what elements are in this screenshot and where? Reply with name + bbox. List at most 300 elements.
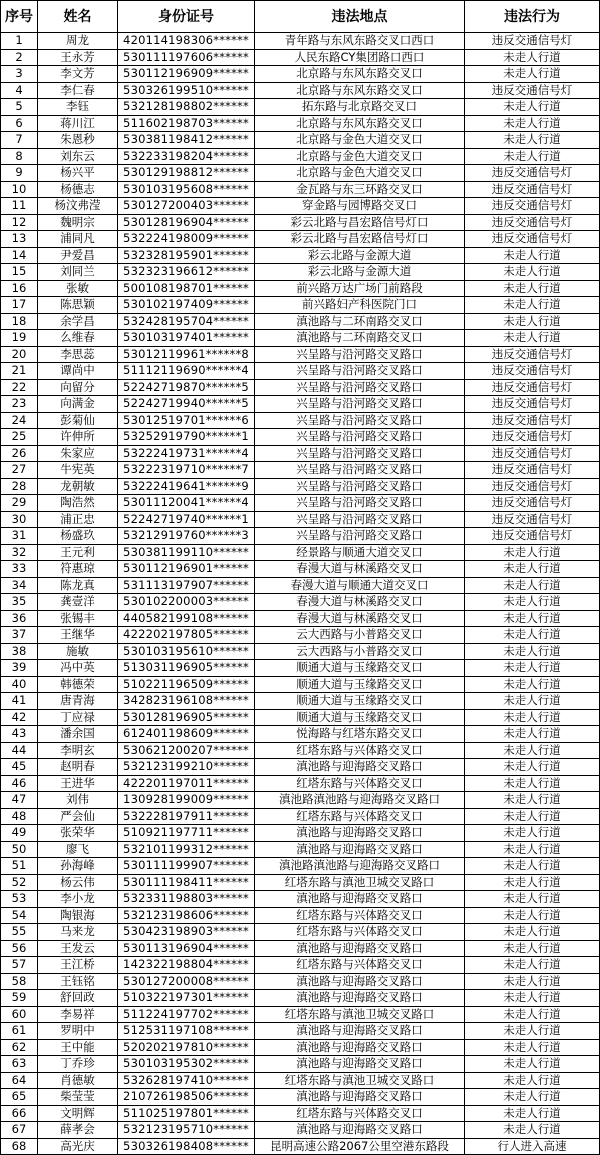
- cell-violation: 违反交通信号灯: [465, 198, 600, 215]
- table-row: [1, 1106, 600, 1123]
- cell-location: 顺通大道与玉缘路交叉口: [255, 710, 465, 727]
- header-no: 序号: [1, 1, 38, 33]
- cell-location: 红塔东路与滇池卫城交叉路口: [255, 1007, 465, 1024]
- cell-no: 1: [1, 33, 38, 50]
- cell-id: 530326199510******: [118, 83, 255, 100]
- cell-no: 63: [1, 1056, 38, 1073]
- cell-location: 北京路与金色大道交叉口: [255, 149, 465, 166]
- table-row: [1, 297, 600, 314]
- table-row: [1, 1139, 600, 1155]
- cell-id: 532233198204******: [118, 149, 255, 166]
- cell-name: 张锡丰: [38, 611, 118, 628]
- cell-name: 王元利: [38, 545, 118, 562]
- table-row: [1, 165, 600, 182]
- cell-id: 53222419641******9: [118, 479, 255, 496]
- cell-name: 李仁春: [38, 83, 118, 100]
- cell-no: 18: [1, 314, 38, 331]
- cell-location: 滇池路与迎海路交叉路口: [255, 891, 465, 908]
- cell-name: 李小龙: [38, 891, 118, 908]
- cell-name: 彭菊仙: [38, 413, 118, 430]
- cell-id: 532323196612******: [118, 264, 255, 281]
- cell-name: 许伸所: [38, 429, 118, 446]
- cell-no: 49: [1, 825, 38, 842]
- cell-location: 兴呈路与沿河路交叉路口: [255, 429, 465, 446]
- cell-violation: 未走人行道: [465, 693, 600, 710]
- cell-name: 么维春: [38, 330, 118, 347]
- cell-name: 潘余国: [38, 726, 118, 743]
- cell-name: 张敏: [38, 281, 118, 298]
- cell-violation: 未走人行道: [465, 858, 600, 875]
- cell-location: 滇池路与迎海路交叉路口: [255, 1122, 465, 1139]
- cell-no: 9: [1, 165, 38, 182]
- cell-violation: 未走人行道: [465, 908, 600, 925]
- cell-location: 金瓦路与东三环路交叉口: [255, 182, 465, 199]
- cell-violation: 未走人行道: [465, 50, 600, 67]
- cell-id: 530381199110******: [118, 545, 255, 562]
- cell-no: 64: [1, 1073, 38, 1090]
- cell-name: 尹爱昌: [38, 248, 118, 265]
- cell-id: 530112196901******: [118, 561, 255, 578]
- cell-name: 张荣华: [38, 825, 118, 842]
- cell-location: 红塔东路与兴体路交叉口: [255, 924, 465, 941]
- table-row: [1, 215, 600, 232]
- cell-no: 44: [1, 743, 38, 760]
- table-row: [1, 495, 600, 512]
- cell-violation: 未走人行道: [465, 644, 600, 661]
- cell-no: 2: [1, 50, 38, 67]
- cell-location: 兴呈路与沿河路交叉路口: [255, 528, 465, 545]
- table-row: [1, 231, 600, 248]
- table-row: [1, 330, 600, 347]
- cell-name: 施敏: [38, 644, 118, 661]
- cell-violation: 违反交通信号灯: [465, 495, 600, 512]
- cell-location: 滇池路与二环南路交叉口: [255, 330, 465, 347]
- cell-id: 530103195302******: [118, 1056, 255, 1073]
- cell-id: 210726198506******: [118, 1089, 255, 1106]
- cell-id: 53012519701******6: [118, 413, 255, 430]
- cell-name: 牛宪英: [38, 462, 118, 479]
- cell-no: 7: [1, 132, 38, 149]
- cell-no: 62: [1, 1040, 38, 1057]
- cell-name: 唐青海: [38, 693, 118, 710]
- cell-location: 顺通大道与玉缘路交叉口: [255, 693, 465, 710]
- cell-name: 魏明宗: [38, 215, 118, 232]
- cell-name: 陶银海: [38, 908, 118, 925]
- cell-violation: 未走人行道: [465, 825, 600, 842]
- cell-no: 37: [1, 627, 38, 644]
- cell-violation: 违反交通信号灯: [465, 512, 600, 529]
- cell-location: 滇池路与迎海路交叉路口: [255, 1089, 465, 1106]
- cell-no: 65: [1, 1089, 38, 1106]
- table-row: [1, 281, 600, 298]
- cell-id: 530423198903******: [118, 924, 255, 941]
- cell-name: 王继华: [38, 627, 118, 644]
- table-row: [1, 693, 600, 710]
- cell-no: 40: [1, 677, 38, 694]
- cell-location: 滇池路与迎海路交叉路口: [255, 842, 465, 859]
- cell-location: 前兴路妇产科医院门口: [255, 297, 465, 314]
- cell-name: 丁乔珍: [38, 1056, 118, 1073]
- cell-violation: 未走人行道: [465, 710, 600, 727]
- cell-name: 高光庆: [38, 1139, 118, 1155]
- cell-violation: 未走人行道: [465, 297, 600, 314]
- cell-violation: 未走人行道: [465, 776, 600, 793]
- cell-location: 彩云北路与金源大道: [255, 264, 465, 281]
- cell-id: 530111199907******: [118, 858, 255, 875]
- cell-name: 龚壹洋: [38, 594, 118, 611]
- cell-id: 530112196909******: [118, 66, 255, 83]
- cell-location: 红塔东路与兴体路交叉口: [255, 776, 465, 793]
- table-row: [1, 528, 600, 545]
- table-row: [1, 66, 600, 83]
- cell-name: 陈龙真: [38, 578, 118, 595]
- cell-location: 兴呈路与沿河路交叉路口: [255, 413, 465, 430]
- table-row: [1, 33, 600, 50]
- cell-name: 杨汶弗滢: [38, 198, 118, 215]
- cell-name: 李钰: [38, 99, 118, 116]
- cell-location: 穿金路与园博路交叉口: [255, 198, 465, 215]
- cell-id: 530113196904******: [118, 941, 255, 958]
- cell-no: 26: [1, 446, 38, 463]
- cell-location: 经景路与顺通大道交叉口: [255, 545, 465, 562]
- table-row: [1, 594, 600, 611]
- cell-name: 王进华: [38, 776, 118, 793]
- cell-name: 廖飞: [38, 842, 118, 859]
- cell-id: 422201197011******: [118, 776, 255, 793]
- cell-violation: 未走人行道: [465, 545, 600, 562]
- cell-location: 北京路与东风东路交叉口: [255, 66, 465, 83]
- table-row: [1, 578, 600, 595]
- cell-no: 17: [1, 297, 38, 314]
- cell-violation: 违反交通信号灯: [465, 363, 600, 380]
- table-row: [1, 198, 600, 215]
- cell-violation: 未走人行道: [465, 1122, 600, 1139]
- cell-no: 16: [1, 281, 38, 298]
- cell-id: 531113197907******: [118, 578, 255, 595]
- cell-name: 杨德志: [38, 182, 118, 199]
- cell-id: 52242719740******1: [118, 512, 255, 529]
- cell-no: 68: [1, 1139, 38, 1155]
- cell-id: 53012119961******8: [118, 347, 255, 364]
- cell-location: 兴呈路与沿河路交叉路口: [255, 479, 465, 496]
- cell-violation: 未走人行道: [465, 891, 600, 908]
- cell-no: 55: [1, 924, 38, 941]
- cell-name: 李明玄: [38, 743, 118, 760]
- cell-no: 24: [1, 413, 38, 430]
- cell-name: 龙朝敏: [38, 479, 118, 496]
- table-row: [1, 116, 600, 133]
- header-location: 违法地点: [255, 1, 465, 33]
- cell-id: 52242719870******5: [118, 380, 255, 397]
- cell-violation: 未走人行道: [465, 132, 600, 149]
- cell-location: 滇池路与迎海路交叉路口: [255, 1056, 465, 1073]
- cell-violation: 未走人行道: [465, 842, 600, 859]
- cell-id: 130928199009******: [118, 792, 255, 809]
- table-row: [1, 627, 600, 644]
- cell-location: 红塔东路与兴体路交叉口: [255, 957, 465, 974]
- cell-violation: 未走人行道: [465, 924, 600, 941]
- cell-id: 440582199108******: [118, 611, 255, 628]
- cell-violation: 未走人行道: [465, 314, 600, 331]
- cell-violation: 未走人行道: [465, 941, 600, 958]
- cell-id: 510221196509******: [118, 677, 255, 694]
- cell-violation: 未走人行道: [465, 726, 600, 743]
- cell-no: 30: [1, 512, 38, 529]
- table-row: [1, 924, 600, 941]
- cell-violation: 未走人行道: [465, 627, 600, 644]
- cell-violation: 违反交通信号灯: [465, 231, 600, 248]
- table-row: [1, 429, 600, 446]
- cell-violation: 未走人行道: [465, 1040, 600, 1057]
- cell-no: 51: [1, 858, 38, 875]
- table-row: [1, 660, 600, 677]
- table-row: [1, 710, 600, 727]
- table-row: [1, 396, 600, 413]
- table-row: [1, 83, 600, 100]
- cell-id: 511602198703******: [118, 116, 255, 133]
- cell-id: 53222319710******7: [118, 462, 255, 479]
- cell-name: 薛孝会: [38, 1122, 118, 1139]
- cell-location: 红塔东路与滇池卫城交叉路口: [255, 1073, 465, 1090]
- cell-no: 22: [1, 380, 38, 397]
- cell-location: 兴呈路与沿河路交叉路口: [255, 462, 465, 479]
- cell-violation: 未走人行道: [465, 248, 600, 265]
- cell-name: 文明辉: [38, 1106, 118, 1123]
- cell-location: 顺通大道与玉缘路交叉口: [255, 660, 465, 677]
- cell-location: 红塔东路与兴体路交叉口: [255, 1106, 465, 1123]
- cell-violation: 未走人行道: [465, 974, 600, 991]
- cell-violation: 未走人行道: [465, 957, 600, 974]
- table-row: [1, 891, 600, 908]
- cell-violation: 违反交通信号灯: [465, 215, 600, 232]
- cell-location: 红塔东路与滇池卫城交叉路口: [255, 875, 465, 892]
- cell-violation: 行人进入高速: [465, 1139, 600, 1155]
- cell-id: 530127200008******: [118, 974, 255, 991]
- cell-id: 142322198804******: [118, 957, 255, 974]
- table-row: [1, 1056, 600, 1073]
- cell-violation: 未走人行道: [465, 99, 600, 116]
- cell-violation: 未走人行道: [465, 1023, 600, 1040]
- cell-location: 彩云北路与昌宏路信号灯口: [255, 215, 465, 232]
- cell-name: 李思蕊: [38, 347, 118, 364]
- cell-location: 兴呈路与沿河路交叉路口: [255, 380, 465, 397]
- cell-id: 530103195610******: [118, 644, 255, 661]
- cell-violation: 未走人行道: [465, 561, 600, 578]
- cell-location: 红塔东路与兴体路交叉口: [255, 809, 465, 826]
- cell-id: 513031196905******: [118, 660, 255, 677]
- cell-violation: 未走人行道: [465, 578, 600, 595]
- cell-name: 刘同兰: [38, 264, 118, 281]
- cell-location: 滇池路滇池路与迎海路交叉路口: [255, 792, 465, 809]
- cell-violation: 未走人行道: [465, 611, 600, 628]
- cell-no: 42: [1, 710, 38, 727]
- table-row: [1, 825, 600, 842]
- table-row: [1, 1007, 600, 1024]
- cell-violation: 未走人行道: [465, 875, 600, 892]
- cell-location: 滇池路与迎海路交叉路口: [255, 974, 465, 991]
- cell-id: 500108198701******: [118, 281, 255, 298]
- cell-name: 孙海峰: [38, 858, 118, 875]
- cell-location: 春漫大道与林溪路交叉口: [255, 611, 465, 628]
- cell-violation: 违反交通信号灯: [465, 347, 600, 364]
- cell-id: 612401198609******: [118, 726, 255, 743]
- table-row: [1, 248, 600, 265]
- cell-name: 王发云: [38, 941, 118, 958]
- cell-location: 滇池路与迎海路交叉路口: [255, 1040, 465, 1057]
- cell-name: 周龙: [38, 33, 118, 50]
- table-row: [1, 561, 600, 578]
- cell-name: 刘伟: [38, 792, 118, 809]
- table-row: [1, 858, 600, 875]
- cell-location: 滇池路滇池路与迎海路交叉路口: [255, 858, 465, 875]
- cell-location: 兴呈路与沿河路交叉路口: [255, 495, 465, 512]
- cell-id: 530127200403******: [118, 198, 255, 215]
- table-row: [1, 1122, 600, 1139]
- cell-location: 拓东路与北京路交叉口: [255, 99, 465, 116]
- cell-location: 兴呈路与沿河路交叉路口: [255, 512, 465, 529]
- cell-id: 511025197801******: [118, 1106, 255, 1123]
- table-row: [1, 941, 600, 958]
- cell-no: 34: [1, 578, 38, 595]
- cell-name: 朱恩秒: [38, 132, 118, 149]
- cell-violation: 未走人行道: [465, 809, 600, 826]
- cell-id: 510921197711******: [118, 825, 255, 842]
- cell-id: 530102197409******: [118, 297, 255, 314]
- cell-id: 530103197401******: [118, 330, 255, 347]
- cell-no: 58: [1, 974, 38, 991]
- table-row: [1, 50, 600, 67]
- cell-location: 人民东路CY集团路口西口: [255, 50, 465, 67]
- cell-violation: 违反交通信号灯: [465, 446, 600, 463]
- cell-no: 29: [1, 495, 38, 512]
- table-row: [1, 990, 600, 1007]
- cell-location: 春漫大道与顺通大道交叉口: [255, 578, 465, 595]
- cell-no: 53: [1, 891, 38, 908]
- cell-no: 59: [1, 990, 38, 1007]
- table-row: [1, 314, 600, 331]
- cell-violation: 违反交通信号灯: [465, 33, 600, 50]
- cell-name: 向满金: [38, 396, 118, 413]
- cell-no: 35: [1, 594, 38, 611]
- cell-violation: 未走人行道: [465, 330, 600, 347]
- cell-name: 韩德荣: [38, 677, 118, 694]
- cell-no: 10: [1, 182, 38, 199]
- table-row: [1, 363, 600, 380]
- cell-id: 53222419731******4: [118, 446, 255, 463]
- cell-no: 50: [1, 842, 38, 859]
- cell-violation: 未走人行道: [465, 1007, 600, 1024]
- cell-no: 12: [1, 215, 38, 232]
- cell-no: 20: [1, 347, 38, 364]
- cell-name: 朱家应: [38, 446, 118, 463]
- cell-no: 60: [1, 1007, 38, 1024]
- cell-violation: 未走人行道: [465, 594, 600, 611]
- cell-no: 61: [1, 1023, 38, 1040]
- table-row: [1, 759, 600, 776]
- cell-name: 王永芳: [38, 50, 118, 67]
- cell-name: 浦同凡: [38, 231, 118, 248]
- table-row: [1, 726, 600, 743]
- cell-name: 柴莹莹: [38, 1089, 118, 1106]
- table-row: [1, 776, 600, 793]
- cell-id: 512531197108******: [118, 1023, 255, 1040]
- cell-name: 陈思颖: [38, 297, 118, 314]
- table-row: [1, 462, 600, 479]
- cell-location: 滇池路与迎海路交叉路口: [255, 1023, 465, 1040]
- cell-name: 李文芳: [38, 66, 118, 83]
- header-id: 身份证号: [118, 1, 255, 33]
- cell-violation: 未走人行道: [465, 149, 600, 166]
- table-row: [1, 264, 600, 281]
- cell-no: 48: [1, 809, 38, 826]
- cell-id: 530128196904******: [118, 215, 255, 232]
- cell-name: 李易祥: [38, 1007, 118, 1024]
- cell-violation: 违反交通信号灯: [465, 479, 600, 496]
- table-row: [1, 1089, 600, 1106]
- table-row: [1, 132, 600, 149]
- table-row: [1, 644, 600, 661]
- cell-location: 兴呈路与沿河路交叉路口: [255, 396, 465, 413]
- cell-location: 滇池路与迎海路交叉路口: [255, 825, 465, 842]
- cell-location: 青年路与东风东路交叉口西口: [255, 33, 465, 50]
- table-row: [1, 99, 600, 116]
- table-row: [1, 875, 600, 892]
- cell-no: 46: [1, 776, 38, 793]
- cell-violation: 未走人行道: [465, 990, 600, 1007]
- cell-no: 23: [1, 396, 38, 413]
- cell-name: 王江桥: [38, 957, 118, 974]
- cell-name: 蒋川江: [38, 116, 118, 133]
- cell-location: 云大西路与小普路交叉口: [255, 627, 465, 644]
- table-row: [1, 908, 600, 925]
- cell-name: 浦正忠: [38, 512, 118, 529]
- cell-violation: 未走人行道: [465, 1073, 600, 1090]
- cell-id: 532428195704******: [118, 314, 255, 331]
- cell-name: 丁应禄: [38, 710, 118, 727]
- cell-location: 悦海路与红塔东路交叉口: [255, 726, 465, 743]
- table-row: [1, 974, 600, 991]
- cell-no: 6: [1, 116, 38, 133]
- cell-id: 532328195901******: [118, 248, 255, 265]
- cell-name: 符惠琼: [38, 561, 118, 578]
- cell-violation: 未走人行道: [465, 660, 600, 677]
- cell-location: 春漫大道与林溪路交叉口: [255, 561, 465, 578]
- cell-id: 532128198802******: [118, 99, 255, 116]
- cell-violation: 未走人行道: [465, 792, 600, 809]
- cell-no: 38: [1, 644, 38, 661]
- cell-no: 52: [1, 875, 38, 892]
- cell-no: 32: [1, 545, 38, 562]
- table-row: [1, 380, 600, 397]
- cell-id: 530381198412******: [118, 132, 255, 149]
- cell-location: 兴呈路与沿河路交叉路口: [255, 347, 465, 364]
- table-row: [1, 512, 600, 529]
- cell-no: 4: [1, 83, 38, 100]
- table-row: [1, 677, 600, 694]
- cell-id: 532123198606******: [118, 908, 255, 925]
- cell-violation: 未走人行道: [465, 281, 600, 298]
- cell-name: 杨盛玖: [38, 528, 118, 545]
- cell-id: 420114198306******: [118, 33, 255, 50]
- cell-id: 53252919790******1: [118, 429, 255, 446]
- cell-location: 滇池路与二环南路交叉口: [255, 314, 465, 331]
- cell-id: 532224198009******: [118, 231, 255, 248]
- table-body: [1, 33, 600, 1155]
- header-violation: 违法行为: [465, 1, 600, 33]
- cell-no: 25: [1, 429, 38, 446]
- cell-name: 杨兴平: [38, 165, 118, 182]
- cell-id: 53212919760******3: [118, 528, 255, 545]
